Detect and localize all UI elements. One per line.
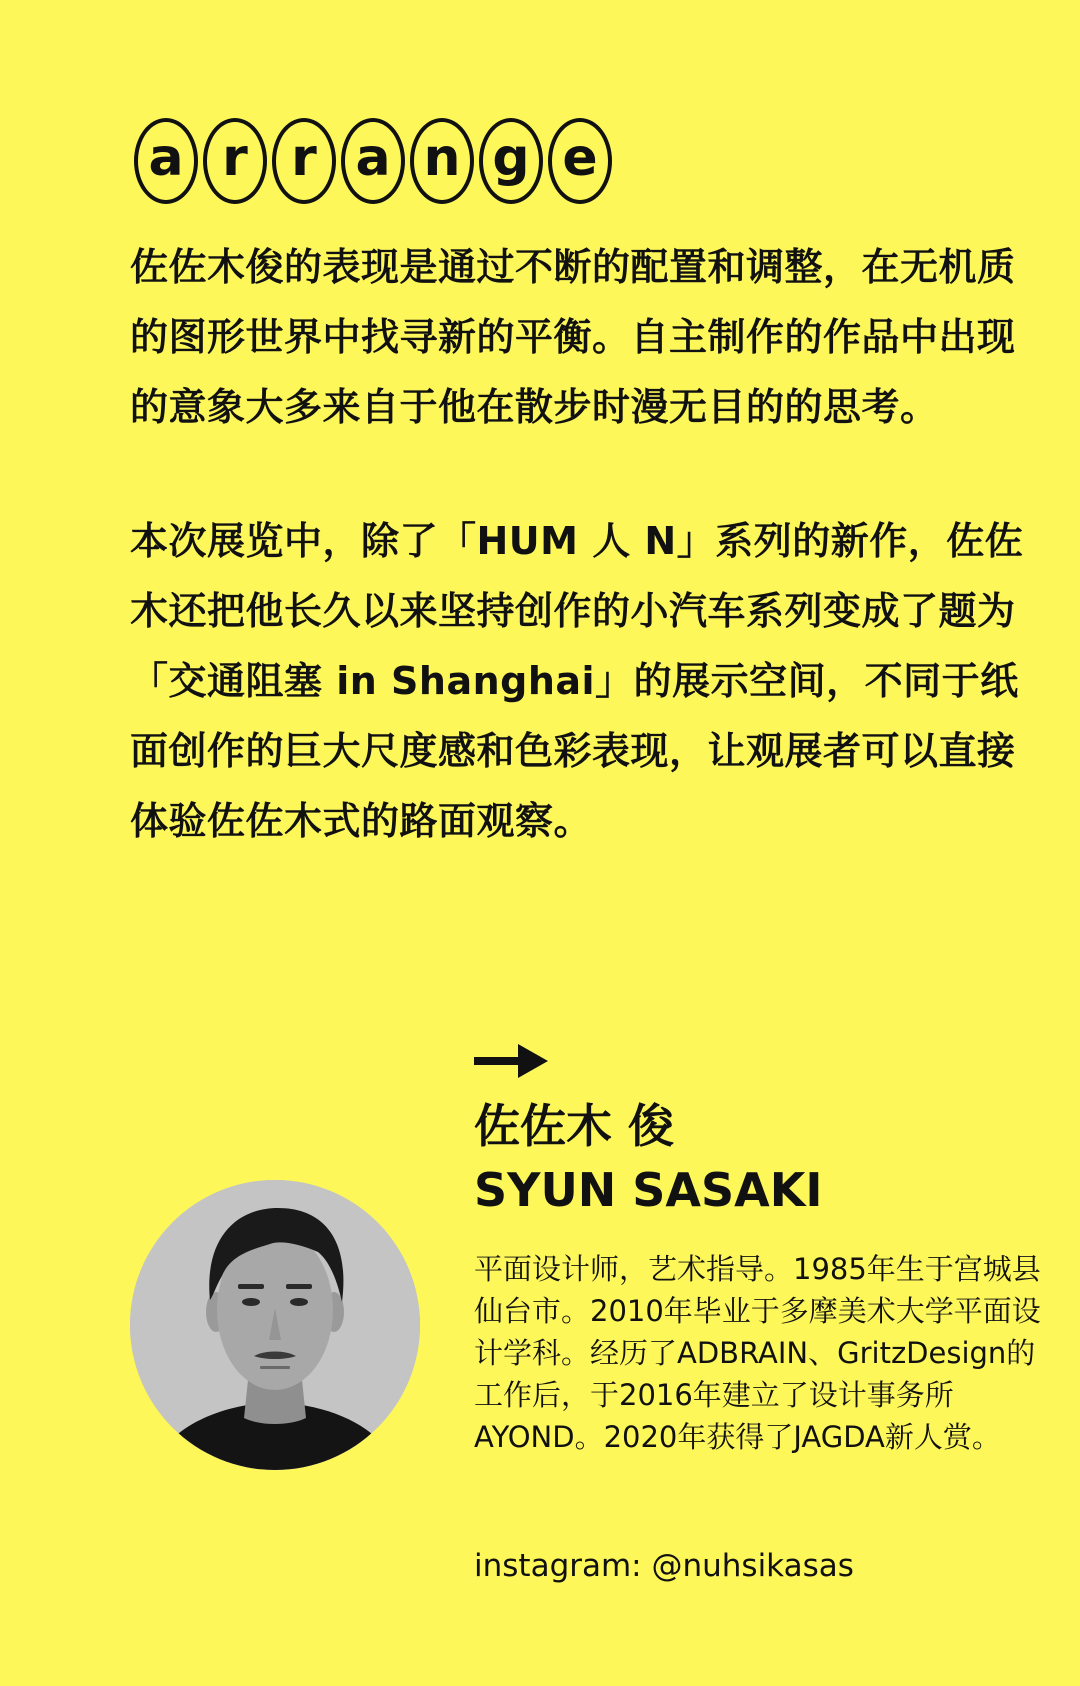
instagram-handle[interactable]: instagram: @nuhsikasas (474, 1548, 854, 1584)
intro-paragraph: 佐佐木俊的表现是通过不断的配置和调整，在无机质的图形世界中找寻新的平衡。自主制作的作品中出现的意象大多来自于他在散步时漫无目的的思考。 (130, 245, 1016, 429)
artist-name-en: SYUN SASAKI (474, 1163, 823, 1217)
artist-name-cn: 佐佐木 俊 (474, 1099, 675, 1153)
title-letter: e (548, 118, 612, 204)
exhibition-paragraph: 本次展览中，除了「HUM 人 N」系列的新作，佐佐木还把他长久以来坚持创作的小汽车系列变成了题为「交通阻塞 in Shanghai」的展示空间，不同于纸面创作的巨大尺度感和色彩表现，让观展者可以直接体验佐佐木式的路面观察。 (130, 519, 1024, 843)
title-arrange (134, 118, 612, 208)
title-letter: n (410, 118, 474, 204)
title-letter: g (479, 118, 543, 204)
title-letter: a (134, 118, 198, 204)
title-letter: r (203, 118, 267, 204)
artist-portrait (130, 1180, 420, 1470)
artist-bio: 平面设计师，艺术指导。1985年生于宫城县仙台市。2010年毕业于多摩美术大学平面设计学科。经历了ADBRAIN、GritzDesign的工作后，于2016年建立了设计事务所AYOND。2020年获得了JAGDA新人赏。 (474, 1252, 1041, 1454)
arrow-right-icon (474, 1044, 548, 1078)
title-letter: r (272, 118, 336, 204)
title-letter: a (341, 118, 405, 204)
